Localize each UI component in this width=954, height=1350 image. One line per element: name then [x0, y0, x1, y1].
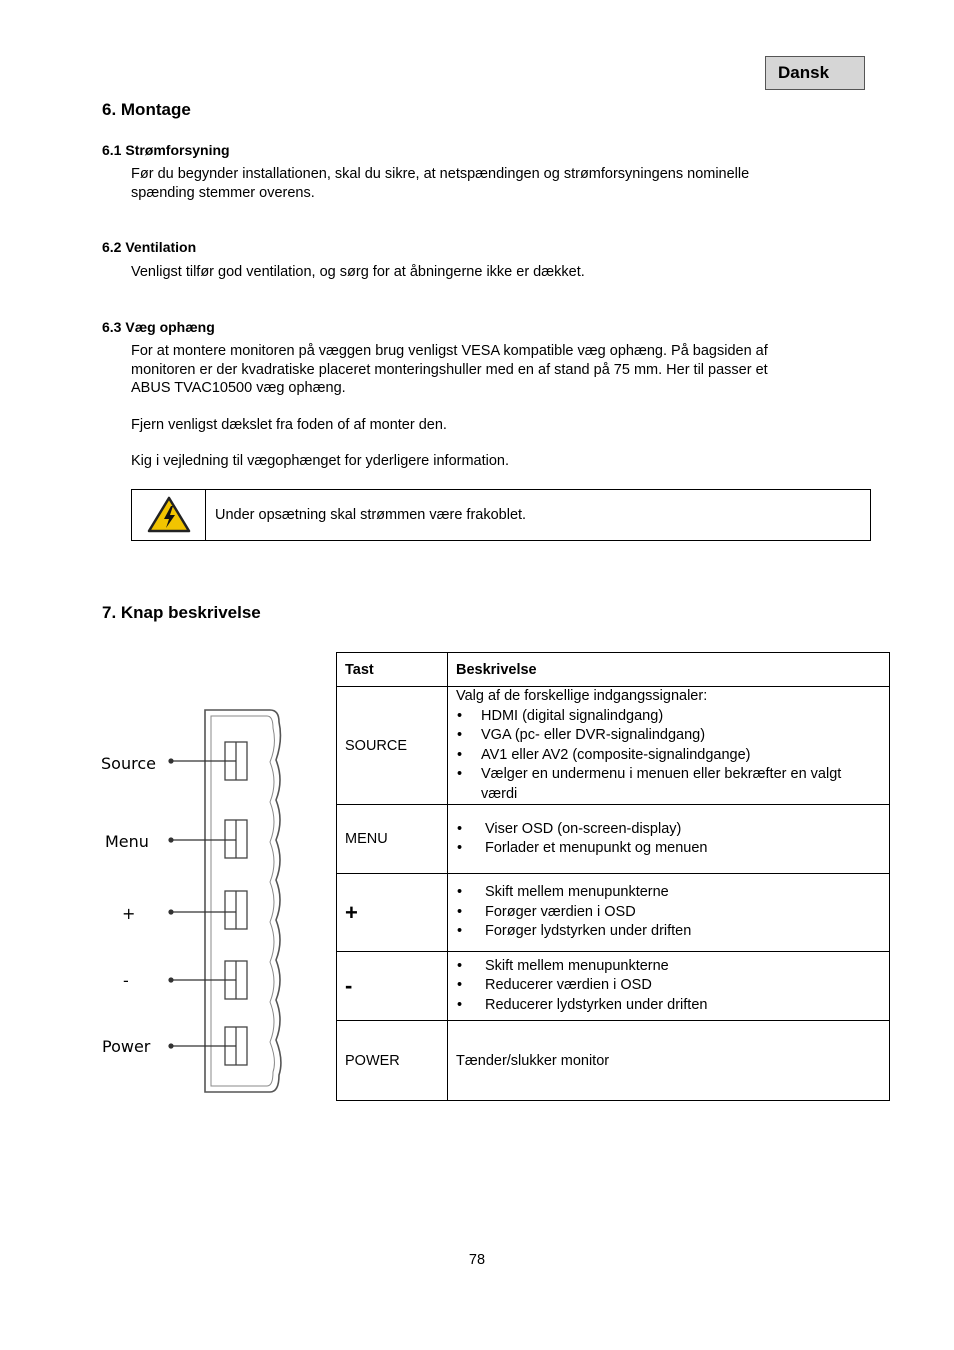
list-item: • Forøger lydstyrken under driften [456, 922, 881, 942]
key-cell: + [337, 874, 448, 952]
text-line: monitoren er der kvadratiske placeret monteringshuller med en af stand på 75 mm. Her til passer et [131, 361, 768, 378]
list-item [456, 765, 881, 804]
list-item: • Reducerer lydstyrken under driften [456, 996, 881, 1016]
description-cell [448, 874, 890, 952]
description-cell [448, 687, 890, 805]
section-6-2-title: 6.2 Ventilation [102, 239, 197, 255]
header-description: Beskrivelse [448, 653, 890, 687]
section-6-2-text: Venligst tilfør god ventilation, og sørg for at åbningerne ikke er dækket. [131, 264, 585, 280]
description-cell [448, 805, 890, 874]
text-line: For at montere monitoren på væggen brug venligst VESA kompatible væg ophæng. På bagsiden af [131, 343, 768, 359]
description-cell [448, 952, 890, 1021]
description-intro: Valg af de forskellige indgangssignaler: [456, 688, 708, 704]
text-line: ABUS TVAC10500 væg ophæng. [131, 380, 346, 396]
key-cell: SOURCE [337, 687, 448, 805]
section-6-3-note-guide: Kig i vejledning til vægophænget for yderligere information. [131, 453, 510, 469]
panel-label-power: Power [102, 1037, 151, 1056]
description-cell: Tænder/slukker monitor [448, 1021, 890, 1101]
header-key: Tast [337, 653, 448, 687]
list-item-text: Vælger en undermenu i menuen eller bekræfter en valgt [481, 766, 842, 782]
list-item: • Forøger værdien i OSD [456, 903, 881, 923]
list-item: • AV1 eller AV2 (composite-signalindgange) [456, 746, 881, 766]
language-badge: Dansk [765, 56, 865, 90]
section-7-title: 7. Knap beskrivelse [102, 603, 261, 622]
section-6-1-title: 6.1 Strømforsyning [102, 142, 230, 158]
table-row [337, 687, 890, 805]
list-item: • HDMI (digital signalindgang) [456, 707, 881, 727]
bullet-list [456, 883, 881, 942]
table-row [337, 805, 890, 874]
section-6-3-title: 6.3 Væg ophæng [102, 319, 215, 335]
panel-label-menu: Menu [105, 832, 149, 851]
list-item: • Skift mellem menupunkterne [456, 957, 881, 977]
list-item: • Forlader et menupunkt og menuen [456, 839, 881, 859]
list-item: • Reducerer værdien i OSD [456, 976, 881, 996]
button-description-table [336, 652, 890, 1101]
table-header-row [337, 653, 890, 687]
text-line: spænding stemmer overens. [131, 184, 315, 201]
section-6-3-note-cover: Fjern venligst dækslet fra foden of af monter den. [131, 417, 447, 433]
high-voltage-warning-icon [147, 496, 191, 534]
panel-label-minus: - [123, 971, 129, 990]
key-cell: - [337, 952, 448, 1021]
section-6-1-text [131, 165, 749, 202]
page-number: 78 [468, 1252, 486, 1268]
list-item: • Viser OSD (on-screen-display) [456, 820, 881, 840]
warning-text: Under opsætning skal strømmen være frakoblet. [215, 507, 527, 523]
list-item: • VGA (pc- eller DVR-signalindgang) [456, 726, 881, 746]
key-cell: MENU [337, 805, 448, 874]
list-item-continuation: værdi [481, 785, 518, 802]
warning-icon-cell [132, 490, 206, 540]
table-row [337, 874, 890, 952]
table-row [337, 952, 890, 1021]
bullet-list [456, 820, 881, 859]
section-6-3-text [131, 342, 768, 398]
bullet-list [456, 707, 881, 805]
key-cell: POWER [337, 1021, 448, 1101]
list-item: • Skift mellem menupunkterne [456, 883, 881, 903]
bullet-list [456, 957, 881, 1016]
panel-label-source: Source [101, 754, 156, 773]
warning-box [131, 489, 871, 541]
text-line: Før du begynder installationen, skal du sikre, at netspændingen og strømforsyningens nominelle [131, 166, 750, 182]
table-row [337, 1021, 890, 1101]
panel-label-plus: + [122, 904, 136, 923]
button-panel-illustration [95, 700, 295, 1100]
section-6-title: 6. Montage [102, 100, 191, 119]
